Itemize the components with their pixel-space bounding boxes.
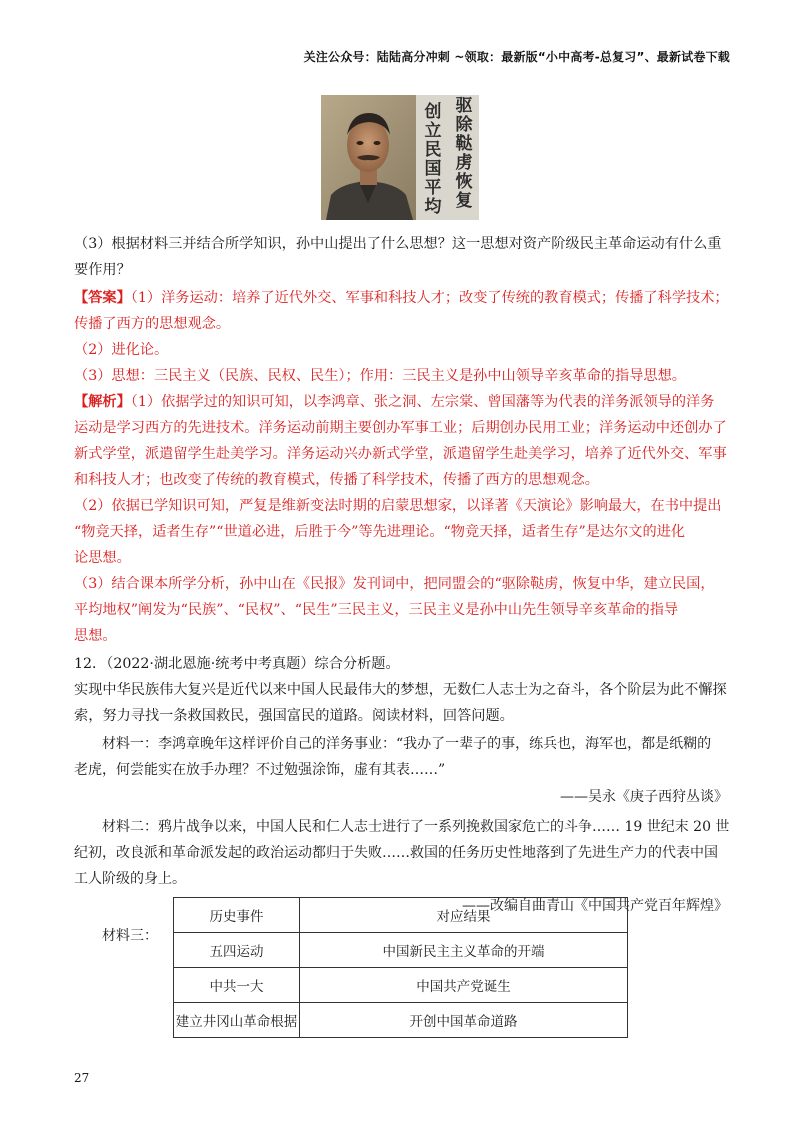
calligraphy-panel — [416, 95, 479, 220]
material-2-line-3: 工人阶级的身上。 — [74, 871, 186, 887]
table-row — [174, 968, 628, 1003]
table-header-cell: 历史事件 — [174, 898, 300, 933]
answer-line-1: 【答案】（1）洋务运动：培养了近代外交、军事和科技人才；改变了传统的教育模式；传播了科学技术； — [74, 290, 729, 306]
material-1-source: ——吴永《庚子西狩丛谈》 — [560, 789, 728, 805]
analysis-line-2: 运动是学习西方的先进技术。洋务运动前期主要创办军事工业；后期创办民用工业；洋务运动中还创办了 — [74, 420, 727, 436]
q3-line-1: （3）根据材料三并结合所学知识，孙中山提出了什么思想？这一思想对资产阶级民主革命运动有什么重 — [74, 236, 722, 252]
q3-line-2: 要作用？ — [74, 262, 131, 278]
sun-yat-sen-portrait — [321, 95, 479, 220]
table-header-cell: 对应结果 — [300, 898, 628, 933]
analysis-line-10: 思想。 — [74, 628, 117, 644]
table-row — [174, 1003, 628, 1038]
answer-tag: 【答案】 — [74, 290, 131, 306]
q12-head: 12．（2022·湖北恩施·统考中考真题）综合分析题。 — [74, 656, 400, 672]
analysis-line-9: 平均地权”阐发为“民族”、“民权”、“民生”三民主义，三民主义是孙中山先生领导辛亥革命的指导 — [74, 602, 679, 618]
analysis-line-8: （3）结合课本所学分析，孙中山在《民报》发刊词中，把同盟会的“驱除鞑虏，恢复中华，建立民国， — [74, 576, 715, 592]
table-header-row — [174, 898, 628, 933]
table-cell: 中国新民主主义革命的开端 — [300, 933, 628, 968]
table-cell: 开创中国革命道路 — [300, 1003, 628, 1038]
material-1-line-2: 老虎，何尝能实在放手办理？不过勉强涂饰，虚有其表……” — [74, 762, 446, 778]
analysis-tag: 【解析】 — [74, 394, 131, 410]
material-2-line-1: 材料二：鸦片战争以来，中国人民和仁人志士进行了一系列挽救国家危亡的斗争…… 19 世纪末 20 世 — [102, 819, 730, 835]
analysis-line-1: 【解析】（1）依据学过的知识可知，以李鸿章、张之洞、左宗棠、曾国藩等为代表的洋务派领导的洋务 — [74, 394, 715, 410]
table-cell: 中国共产党诞生 — [300, 968, 628, 1003]
material-3-label: 材料三： — [102, 928, 158, 944]
analysis-line-3: 新式学堂，派遣留学生赴美学习。洋务运动兴办新式学堂，派遣留学生赴美学习，培养了近代外交、军事 — [74, 446, 727, 462]
analysis-line-6: “物竞天择，适者生存”“世道必进，后胜于今”等先进理论。“物竞天择，适者生存”是达尔文的进化 — [74, 524, 686, 540]
history-table — [173, 897, 628, 1038]
table-row — [174, 933, 628, 968]
portrait-photo — [321, 95, 416, 220]
material-2-line-2: 纪初，改良派和革命派发起的政治运动都归于失败……救国的任务历史性地落到了先进生产力的代表中国 — [74, 845, 718, 861]
page-header: 关注公众号：陆陆高分冲刺 ~领取：最新版“小中高考-总复习”、最新试卷下载 — [303, 50, 730, 64]
analysis-line-4: 和科技人才；也改变了传统的教育模式，传播了科学技术，传播了西方的思想观念。 — [74, 472, 599, 488]
calligraphy-column-left: 创 立 民 国 平 均 — [424, 102, 442, 217]
analysis-line-7: 论思想。 — [74, 550, 131, 566]
answer-line-4: （3）思想：三民主义（民族、民权、民生）；作用：三民主义是孙中山领导辛亥革命的指导思想。 — [74, 368, 686, 384]
q12-intro-2: 索，努力寻找一条救国救民，强国富民的道路。阅读材料，回答问题。 — [74, 708, 514, 724]
material-1-line-1: 材料一：李鸿章晚年这样评价自己的洋务事业：“我办了一辈子的事，练兵也，海军也，都是纸糊的 — [102, 736, 712, 752]
calligraphy-column-right: 驱 除 鞑 虏 恢 复 — [455, 96, 473, 211]
answer-line-3: （2）进化论。 — [74, 342, 169, 358]
material-2-source: ——改编自曲青山《中国共产党百年辉煌》 — [462, 898, 728, 914]
answer-line-2: 传播了西方的思想观念。 — [74, 316, 231, 332]
table-cell: 中共一大 — [174, 968, 300, 1003]
table-cell: 五四运动 — [174, 933, 300, 968]
analysis-line-5: （2）依据已学知识可知，严复是维新变法时期的启蒙思想家，以译著《天演论》影响最大，在书中提出 — [74, 498, 722, 514]
q12-intro-1: 实现中华民族伟大复兴是近代以来中国人民最伟大的梦想，无数仁人志士为之奋斗，各个阶层为此不懈探 — [74, 682, 727, 698]
page-number: 27 — [74, 1071, 90, 1085]
table-cell: 建立井冈山革命根据 — [174, 1003, 300, 1038]
